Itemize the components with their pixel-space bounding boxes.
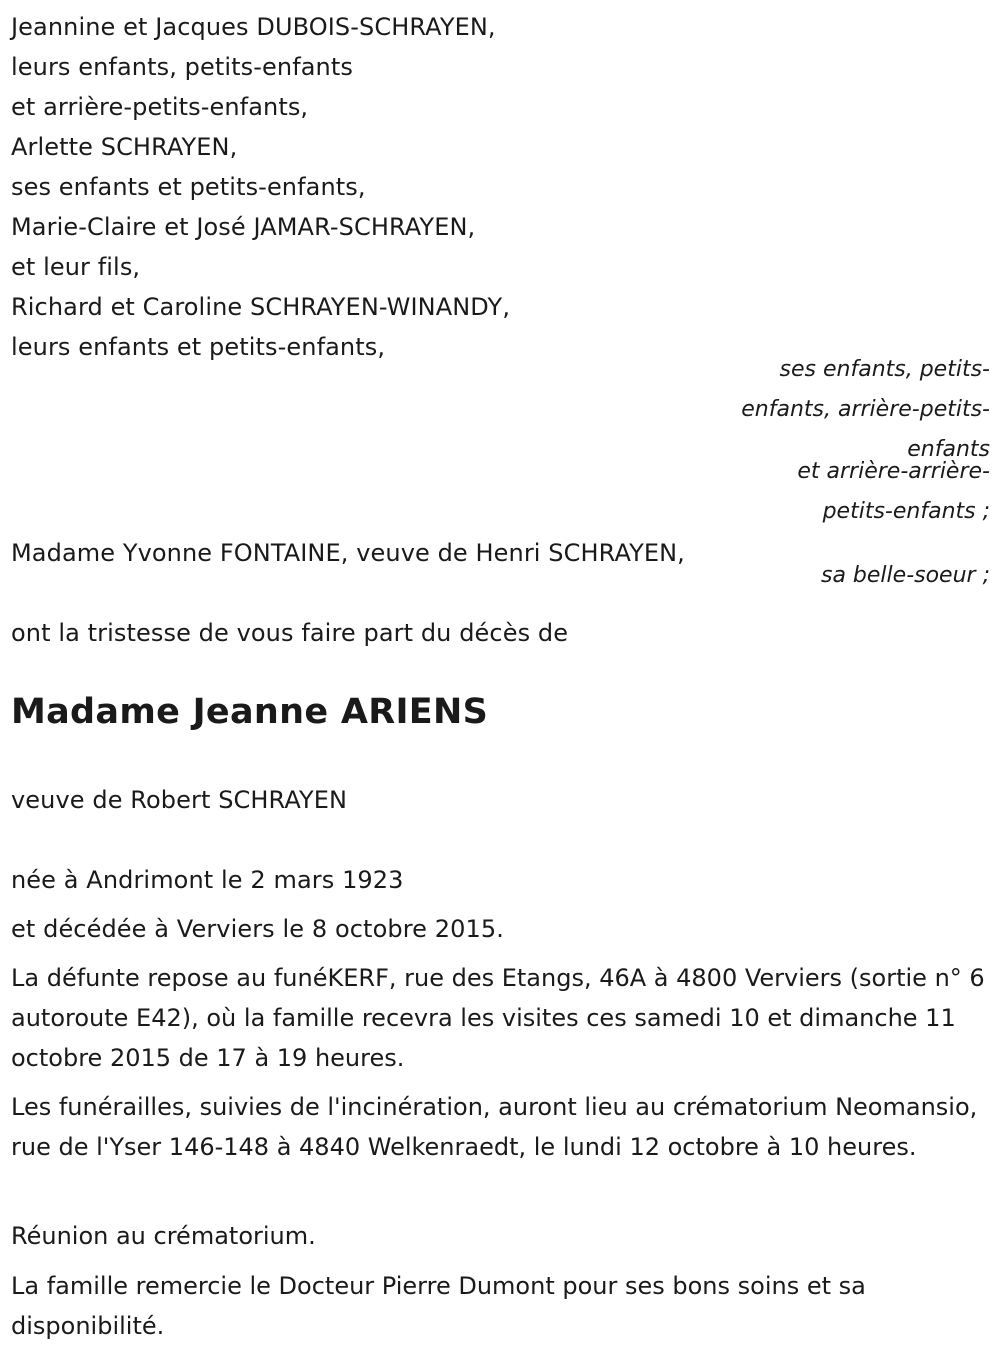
relation-great-grandchildren: et arrière-arrière-petits-enfants ; [797, 459, 990, 524]
relation-sister-in-law: sa belle-soeur ; [821, 563, 990, 588]
funeral-paragraph: Les funérailles, suivies de l'incinération, auront lieu au crématorium Neomansio, rue de l'Yser 146-148 à 4840 Welkenraedt, le lundi 12 octobre à 10 heures. [11, 1093, 978, 1161]
birth-info: née à Andrimont le 2 mars 1923 [11, 866, 404, 894]
death-info: et décédée à Verviers le 8 octobre 2015. [11, 915, 504, 943]
family-line: Jeannine et Jacques DUBOIS-SCHRAYEN, [11, 13, 496, 41]
family-line: leurs enfants, petits-enfants [11, 53, 353, 81]
announcement: ont la tristesse de vous faire part du décès de [11, 619, 569, 647]
reunion-paragraph: Réunion au crématorium. [11, 1222, 316, 1250]
family-line: et arrière-petits-enfants, [11, 93, 309, 121]
deceased-name: Madame Jeanne ARIENS [11, 692, 489, 732]
family-line: Marie-Claire et José JAMAR-SCHRAYEN, [11, 213, 476, 241]
relation-children: ses enfants, petits-enfants, arrière-petits-enfants [741, 357, 990, 462]
family-line: Richard et Caroline SCHRAYEN-WINANDY, [11, 293, 511, 321]
widow-of: veuve de Robert SCHRAYEN [11, 786, 348, 814]
family-line: Arlette SCHRAYEN, [11, 133, 238, 161]
family-line: leurs enfants et petits-enfants, [11, 333, 386, 361]
sister-in-law-line: Madame Yvonne FONTAINE, veuve de Henri SCHRAYEN, [11, 539, 685, 567]
family-line: et leur fils, [11, 253, 141, 281]
rest-location-paragraph: La défunte repose au funéKERF, rue des Etangs, 46A à 4800 Verviers (sortie n° 6 autoroute E42), où la famille recevra les visites ces samedi 10 et dimanche 11 octobre 2015 de 17 à 19 heures. [11, 964, 985, 1072]
thanks-paragraph: La famille remercie le Docteur Pierre Dumont pour ses bons soins et sa disponibilité. [11, 1272, 866, 1340]
family-line: ses enfants et petits-enfants, [11, 173, 366, 201]
